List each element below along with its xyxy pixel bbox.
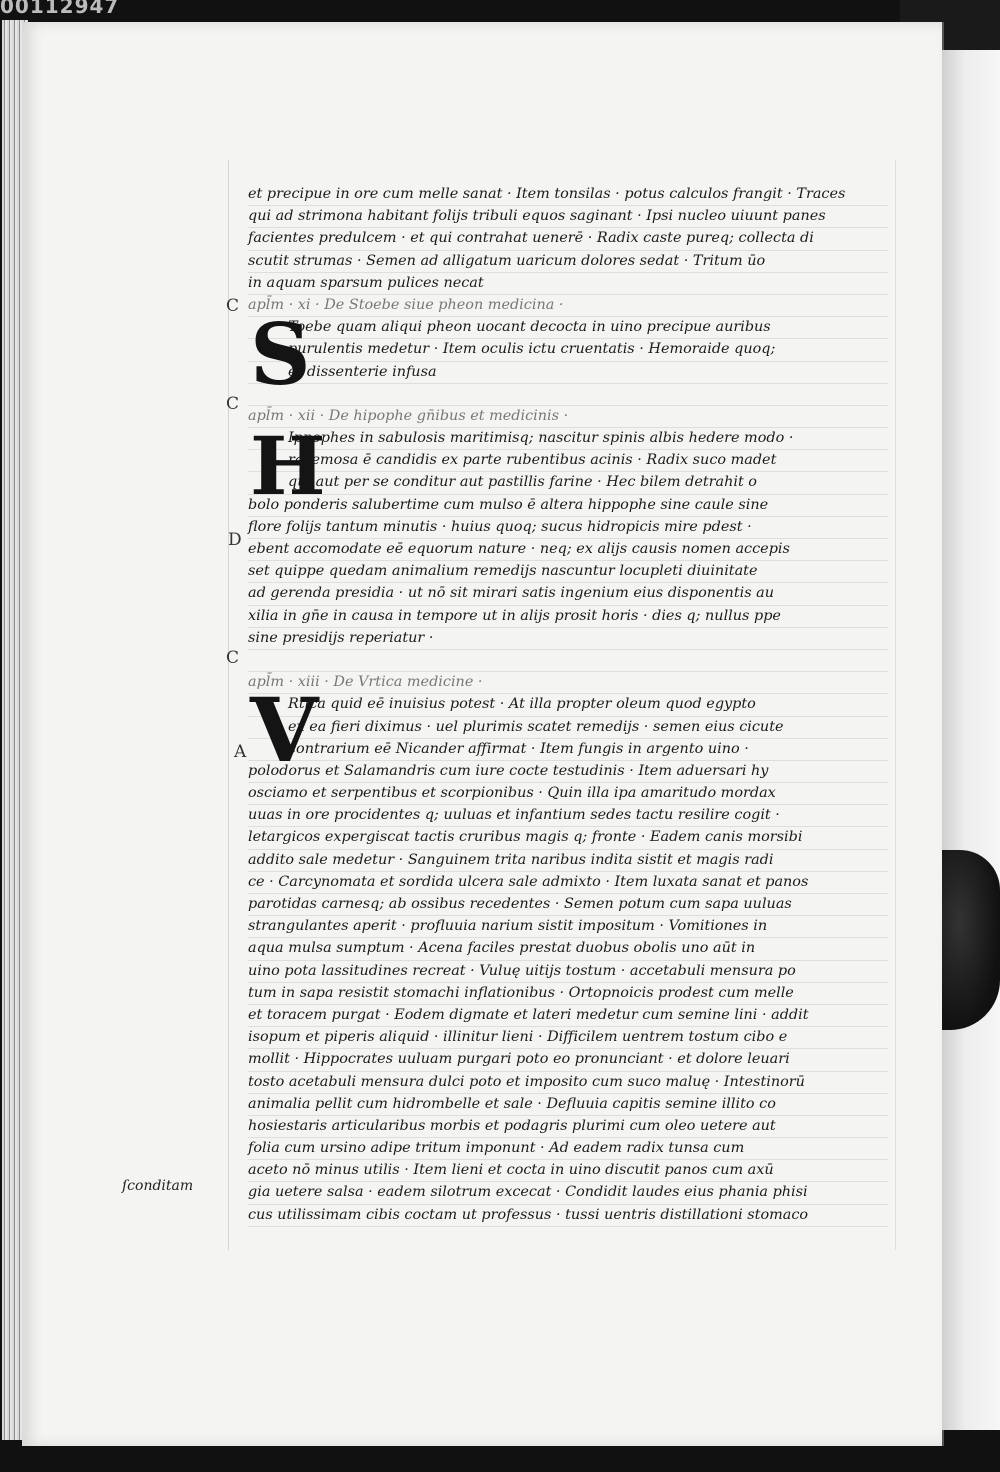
text-line: folia cum ursino adipe tritum imponunt · Ad eadem radix tunsa cum xyxy=(248,1138,888,1160)
holding-thumb xyxy=(942,850,1000,1030)
text-line: in aquam sparsum pulices necat xyxy=(248,273,888,295)
text-line: Toebe quam aliqui pheon uocant decocta in uino precipue auribus xyxy=(248,317,888,339)
text-line: hosiestaris articularibus morbis et podagris plurimi cum oleo uetere aut xyxy=(248,1116,888,1138)
text-line: scutit strumas · Semen ad alligatum uaricum dolores sedat · Tritum ūo xyxy=(248,251,888,273)
text-line: ad gerenda presidia · ut nō sit mirari satis ingenium eius disponentis au xyxy=(248,583,888,605)
text-line: aceto nō minus utilis · Item lieni et cocta in uino discutit panos cum axū xyxy=(248,1160,888,1182)
text-line: facientes predulcem · et qui contrahat uenerē · Radix caste pureq; collecta di xyxy=(248,228,888,250)
initial-letter-s: S xyxy=(250,305,311,405)
text-line: xilia in gn̄e in causa in tempore ut in alijs prosit horis · dies q; nullus ppe xyxy=(248,606,888,628)
text-line: cus utilissimam cibis coctam ut professus · tussi uentris distillationi stomaco xyxy=(248,1205,888,1227)
text-line: addito sale medetur · Sanguinem trita naribus indita sistit et magis radi xyxy=(248,850,888,872)
text-line: aqua mulsa sumptum · Acena faciles prestat duobus obolis uno aūt in xyxy=(248,938,888,960)
margin-letter-c: C xyxy=(226,648,240,668)
text-line: purulentis medetur · Item oculis ictu cruentatis · Hemoraide quoq; xyxy=(248,339,888,361)
text-line: tosto acetabuli mensura dulci poto et imposito cum suco maluę · Intestinorū xyxy=(248,1072,888,1094)
text-line: isopum et piperis aliquid · illinitur lieni · Difficilem uentrem tostum cibo e xyxy=(248,1027,888,1049)
text-line: flore folijs tantum minutis · huius quoq; sucus hidropicis mire pdest · xyxy=(248,517,888,539)
facing-page-edge xyxy=(942,50,1000,1430)
text-line: uuas in ore procidentes q; uuluas et infantium sedes tactu resilire cogit · xyxy=(248,805,888,827)
margin-letter-a: A xyxy=(234,742,247,762)
chapter-heading: apl̄m · xii · De hipophe gn̄ibus et medicinis · xyxy=(248,406,888,428)
text-line: mollit · Hippocrates uuluam purgari poto eo pronunciant · et dolore leuari xyxy=(248,1049,888,1071)
left-ruling xyxy=(228,160,229,1250)
text-line: qui ad strimona habitant folijs tribuli equos saginant · Ipsi nucleo uiuunt panes xyxy=(248,206,888,228)
paragraph-hippophes xyxy=(248,419,888,650)
blank-line xyxy=(248,650,888,672)
paragraph-stoebe xyxy=(248,305,888,405)
text-line: parotidas carnesq; ab ossibus recedentes · Semen potum cum sapa uuluas xyxy=(248,894,888,916)
text-line: qui aut per se conditur aut pastillis farine · Hec bilem detrahit o xyxy=(248,472,888,494)
margin-letter-c: C xyxy=(226,296,240,316)
text-line: gia uetere salsa · eadem silotrum excecat · Condidit laudes eius phania phisi xyxy=(248,1182,888,1204)
margin-letter-d: D xyxy=(228,530,242,550)
text-line: bolo ponderis salubertime cum mulso ē altera hippophe sine caule sine xyxy=(248,495,888,517)
blank-line xyxy=(248,384,888,406)
text-line: letargicos expergiscat tactis cruribus magis q; fronte · Eadem canis morsibi xyxy=(248,827,888,849)
chapter-heading: apl̄m · xiii · De Vrtica medicine · xyxy=(248,672,888,694)
right-ruling xyxy=(895,160,896,1250)
chapter-heading: apl̄m · xi · De Stoebe siue pheon medicina · xyxy=(248,295,888,317)
text-line: tum in sapa resistit stomachi inflationibus · Ortopnoicis prodest cum melle xyxy=(248,983,888,1005)
text-line: contrarium eē Nicander affirmat · Item fungis in argento uino · xyxy=(248,739,888,761)
text-line: ex ea fieri diximus · uel plurimis scatet remedijs · semen eius cicute xyxy=(248,717,888,739)
text-line: uino pota lassitudines recreat · Vuluę uitijs tostum · accetabuli mensura po xyxy=(248,961,888,983)
text-line: animalia pellit cum hidrombelle et sale · Defluuia capitis semine illito co xyxy=(248,1094,888,1116)
text-line: set quippe quedam animalium remedijs nascuntur locupleti diuinitate xyxy=(248,561,888,583)
catalog-id: 00112947 xyxy=(0,0,120,18)
text-line: strangulantes aperit · profluuia narium sistit impositum · Vomitiones in xyxy=(248,916,888,938)
text-line: Rtica quid eē inuisius potest · At illa propter oleum quod egypto xyxy=(248,694,888,716)
text-line: ebent accomodate eē equorum nature · neq; ex alijs causis nomen accepis xyxy=(248,539,888,561)
margin-letter-c: C xyxy=(226,394,240,414)
margin-note: ſconditam xyxy=(122,1178,194,1194)
text-line: et precipue in ore cum melle sanat · Item tonsilas · potus calculos frangit · Traces xyxy=(248,184,888,206)
text-line: et toracem purgat · Eodem digmate et lateri medetur cum semine lini · addit xyxy=(248,1005,888,1027)
text-line: ce · Carcynomata et sordida ulcera sale admixto · Item luxata sanat et panos xyxy=(248,872,888,894)
text-line: sine presidijs reperiatur · xyxy=(248,628,888,650)
initial-letter-h: H xyxy=(250,419,326,514)
text-line: polodorus et Salamandris cum iure cocte testudinis · Item aduersari hy xyxy=(248,761,888,783)
manuscript-text xyxy=(248,184,888,1227)
text-line: Ippophes in sabulosis maritimisq; nascitur spinis albis hedere modo · xyxy=(248,428,888,450)
text-line: racemosa ē candidis ex parte rubentibus acinis · Radix suco madet xyxy=(248,450,888,472)
text-line: et dissenterie infusa xyxy=(248,362,888,384)
text-line: osciamo et serpentibus et scorpionibus · Quin illa ipa amaritudo mordax xyxy=(248,783,888,805)
initial-letter-v: V xyxy=(250,678,319,783)
